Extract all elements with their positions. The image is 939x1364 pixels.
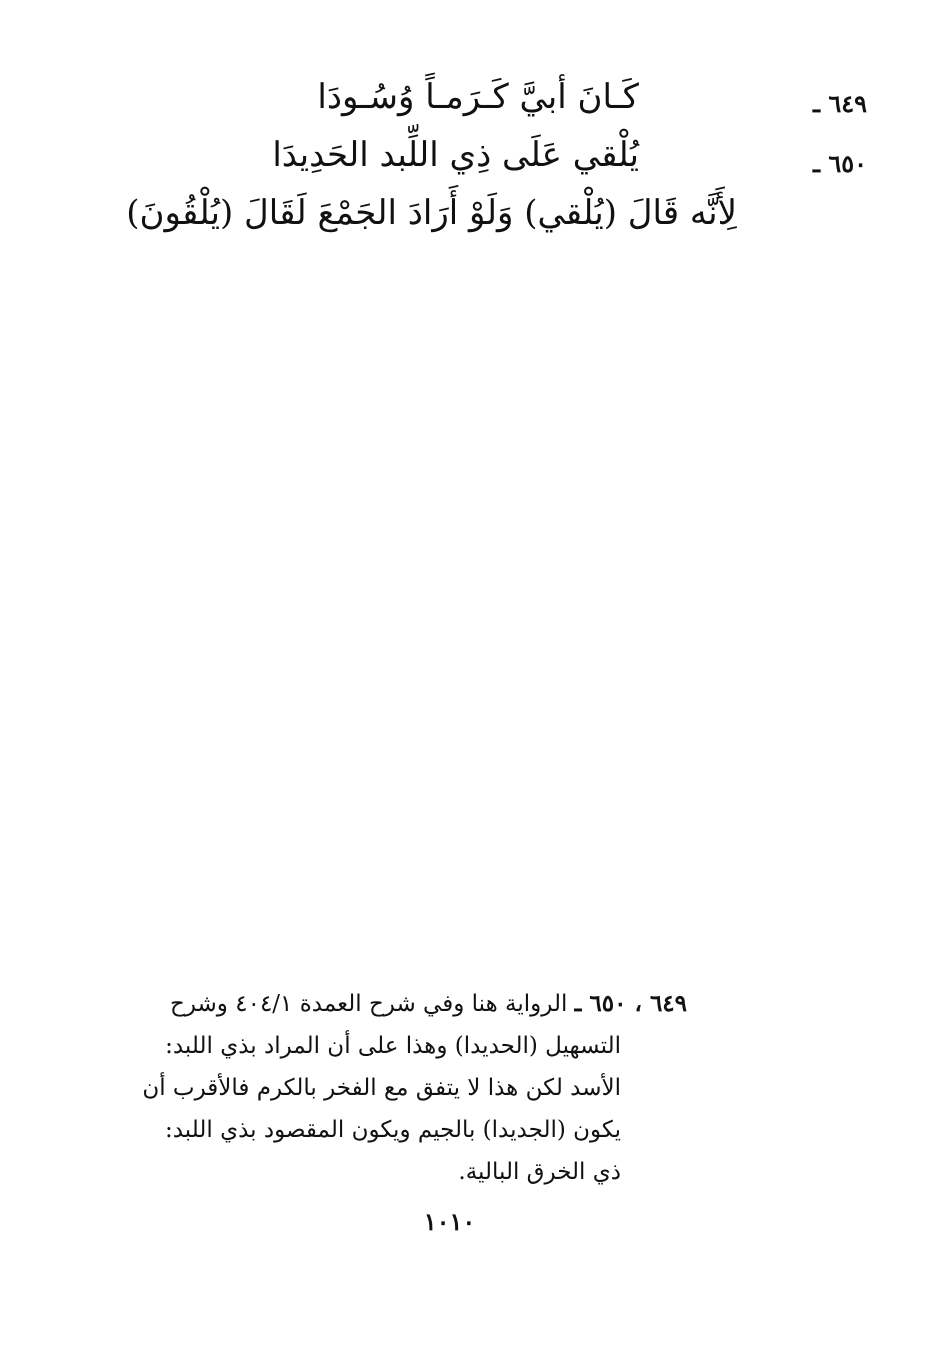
- verse-number-649: ٦٤٩ ـ: [812, 89, 867, 118]
- footnote-line-5: ذي الخرق البالية.: [458, 1159, 621, 1185]
- footnote-ref: ٦٤٩ ، ٦٥٠ ـ: [574, 990, 687, 1017]
- verse-line-649: كَـانَ أبيَّ كَـرَمـاً وُسُـودَا: [317, 77, 639, 117]
- footnote-text: الرواية هنا وفي شرح العمدة ٤٠٤/١ وشرح: [170, 991, 568, 1017]
- footnote-line-2: التسهيل (الحديدا) وهذا على أن المراد بذي اللبد:: [165, 1033, 621, 1059]
- commentary-line: لِأَنَّه قَالَ (يُلْقي) وَلَوْ أَرَادَ الجَمْعَ لَقَالَ (يُلْقُونَ): [126, 193, 737, 233]
- footnote-line-1: [127, 983, 687, 1025]
- page-number: ١٠١٠: [423, 1207, 476, 1236]
- footnote-line-3: الأسد لكن هذا لا يتفق مع الفخر بالكرم فالأقرب أن: [142, 1075, 621, 1101]
- footnote-line-4: يكون (الجديدا) بالجيم ويكون المقصود بذي اللبد:: [164, 1117, 621, 1143]
- verse-line-650: يُلْقي عَلَى ذِي اللِّبد الحَدِيدَا: [272, 135, 639, 175]
- verse-number-650: ٦٥٠ ـ: [812, 149, 867, 178]
- footnote: [127, 983, 687, 1193]
